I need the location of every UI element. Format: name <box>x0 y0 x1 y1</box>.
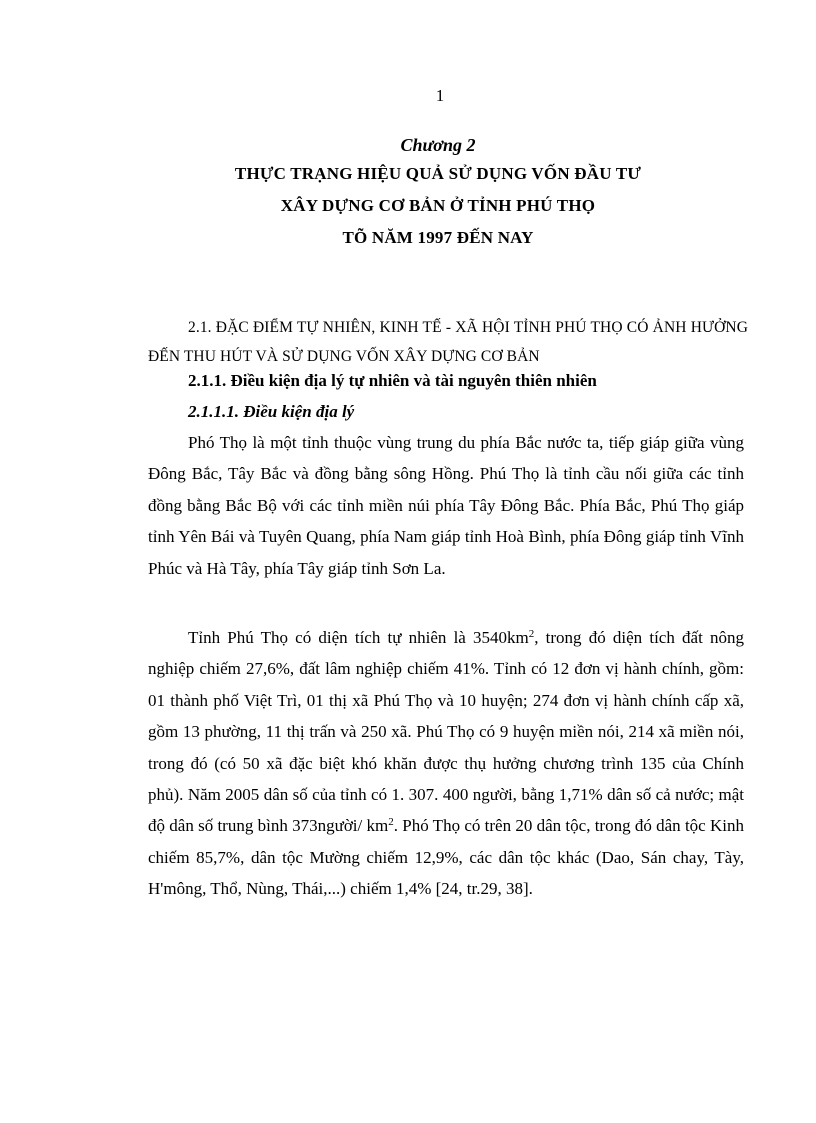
chapter-heading <box>148 132 728 254</box>
chapter-label: Chương 2 <box>400 135 476 155</box>
chapter-title-line-1: THỰC TRẠNG HIỆU QUẢ SỬ DỤNG VỐN ĐẦU TƯ <box>234 164 642 183</box>
paragraph-area-population <box>148 622 744 905</box>
superscript: 2 <box>528 628 535 640</box>
section-heading: 2.1. ĐẶC ĐIỂM TỰ NHIÊN, KINH TẾ - XÃ HỘI TỈNH PHÚ THỌ CÓ ẢNH HƯỞNG ĐẾN THU HÚT VÀ SỬ DỤNG VỐN XÂY DỰNG CƠ BẢN <box>148 319 748 365</box>
paragraph-geography: Phó Thọ là một tỉnh thuộc vùng trung du phía Bắc nước ta, tiếp giáp giữa vùng Đông Bắc, Tây Bắc và đồng bằng sông Hồng. Phú Thọ là tỉnh cầu nối giữa các tỉnh đồng bằng Bắc Bộ với các tỉnh miền núi phía Tây Đông Bắc. Phía Bắc, Phú Thọ giáp tỉnh Yên Bái và Tuyên Quang, phía Nam giáp tỉnh Hoà Bình, phía Đông giáp tỉnh Vĩnh Phúc và Hà Tây, phía Tây giáp tỉnh Sơn La. <box>148 433 744 578</box>
superscript: 2 <box>388 816 394 829</box>
paragraph-text: . Phó Thọ có trên 20 dân tộc, trong đó dân tộc Kinh chiếm 85,7%, dân tộc Mường chiếm 12,9%, các dân tộc khác (Dao, Sán chay, Tày, H'mông, Thổ, Nùng, Thái,...) chiếm 1,4% [24, tr.29, 38]. <box>148 816 744 899</box>
chapter-title-line-2: XÂY DỰNG CƠ BẢN Ở TỈNH PHÚ THỌ <box>280 196 596 215</box>
paragraph-text: , trong đó diện tích đất nông nghiệp chiếm 27,6%, đất lâm nghiệp chiếm 41%. Tỉnh có 12 đơn vị hành chính, gồm: 01 thành phố Việt Trì, 01 thị xã Phú Thọ và 10 huyện; 274 đơn vị hành chính cấp xã, gồm 13 phường, 11 thị trấn và 250 xã. Phú Thọ có 9 huyện miền nói, 214 xã miền nói, trong đó (có 50 xã đặc biệt khó khăn được thụ hưởng chương trình 135 của Chính phủ). Năm 2005 dân số của tỉnh có 1. 307. 400 người, bằng 1,71% dân số cả nước; mật độ dân số trung bình 373người/ km <box>148 628 744 836</box>
subsection-heading: 2.1.1. Điều kiện địa lý tự nhiên và tài nguyên thiên nhiên <box>188 371 597 390</box>
subsubsection-heading: 2.1.1.1. Điều kiện địa lý <box>188 402 355 421</box>
page-number: 1 <box>435 86 445 105</box>
paragraph-text: Tỉnh Phú Thọ có diện tích tự nhiên là 3540km <box>188 628 529 647</box>
chapter-title-line-3: TÕ NĂM 1997 ĐẾN NAY <box>342 228 534 247</box>
